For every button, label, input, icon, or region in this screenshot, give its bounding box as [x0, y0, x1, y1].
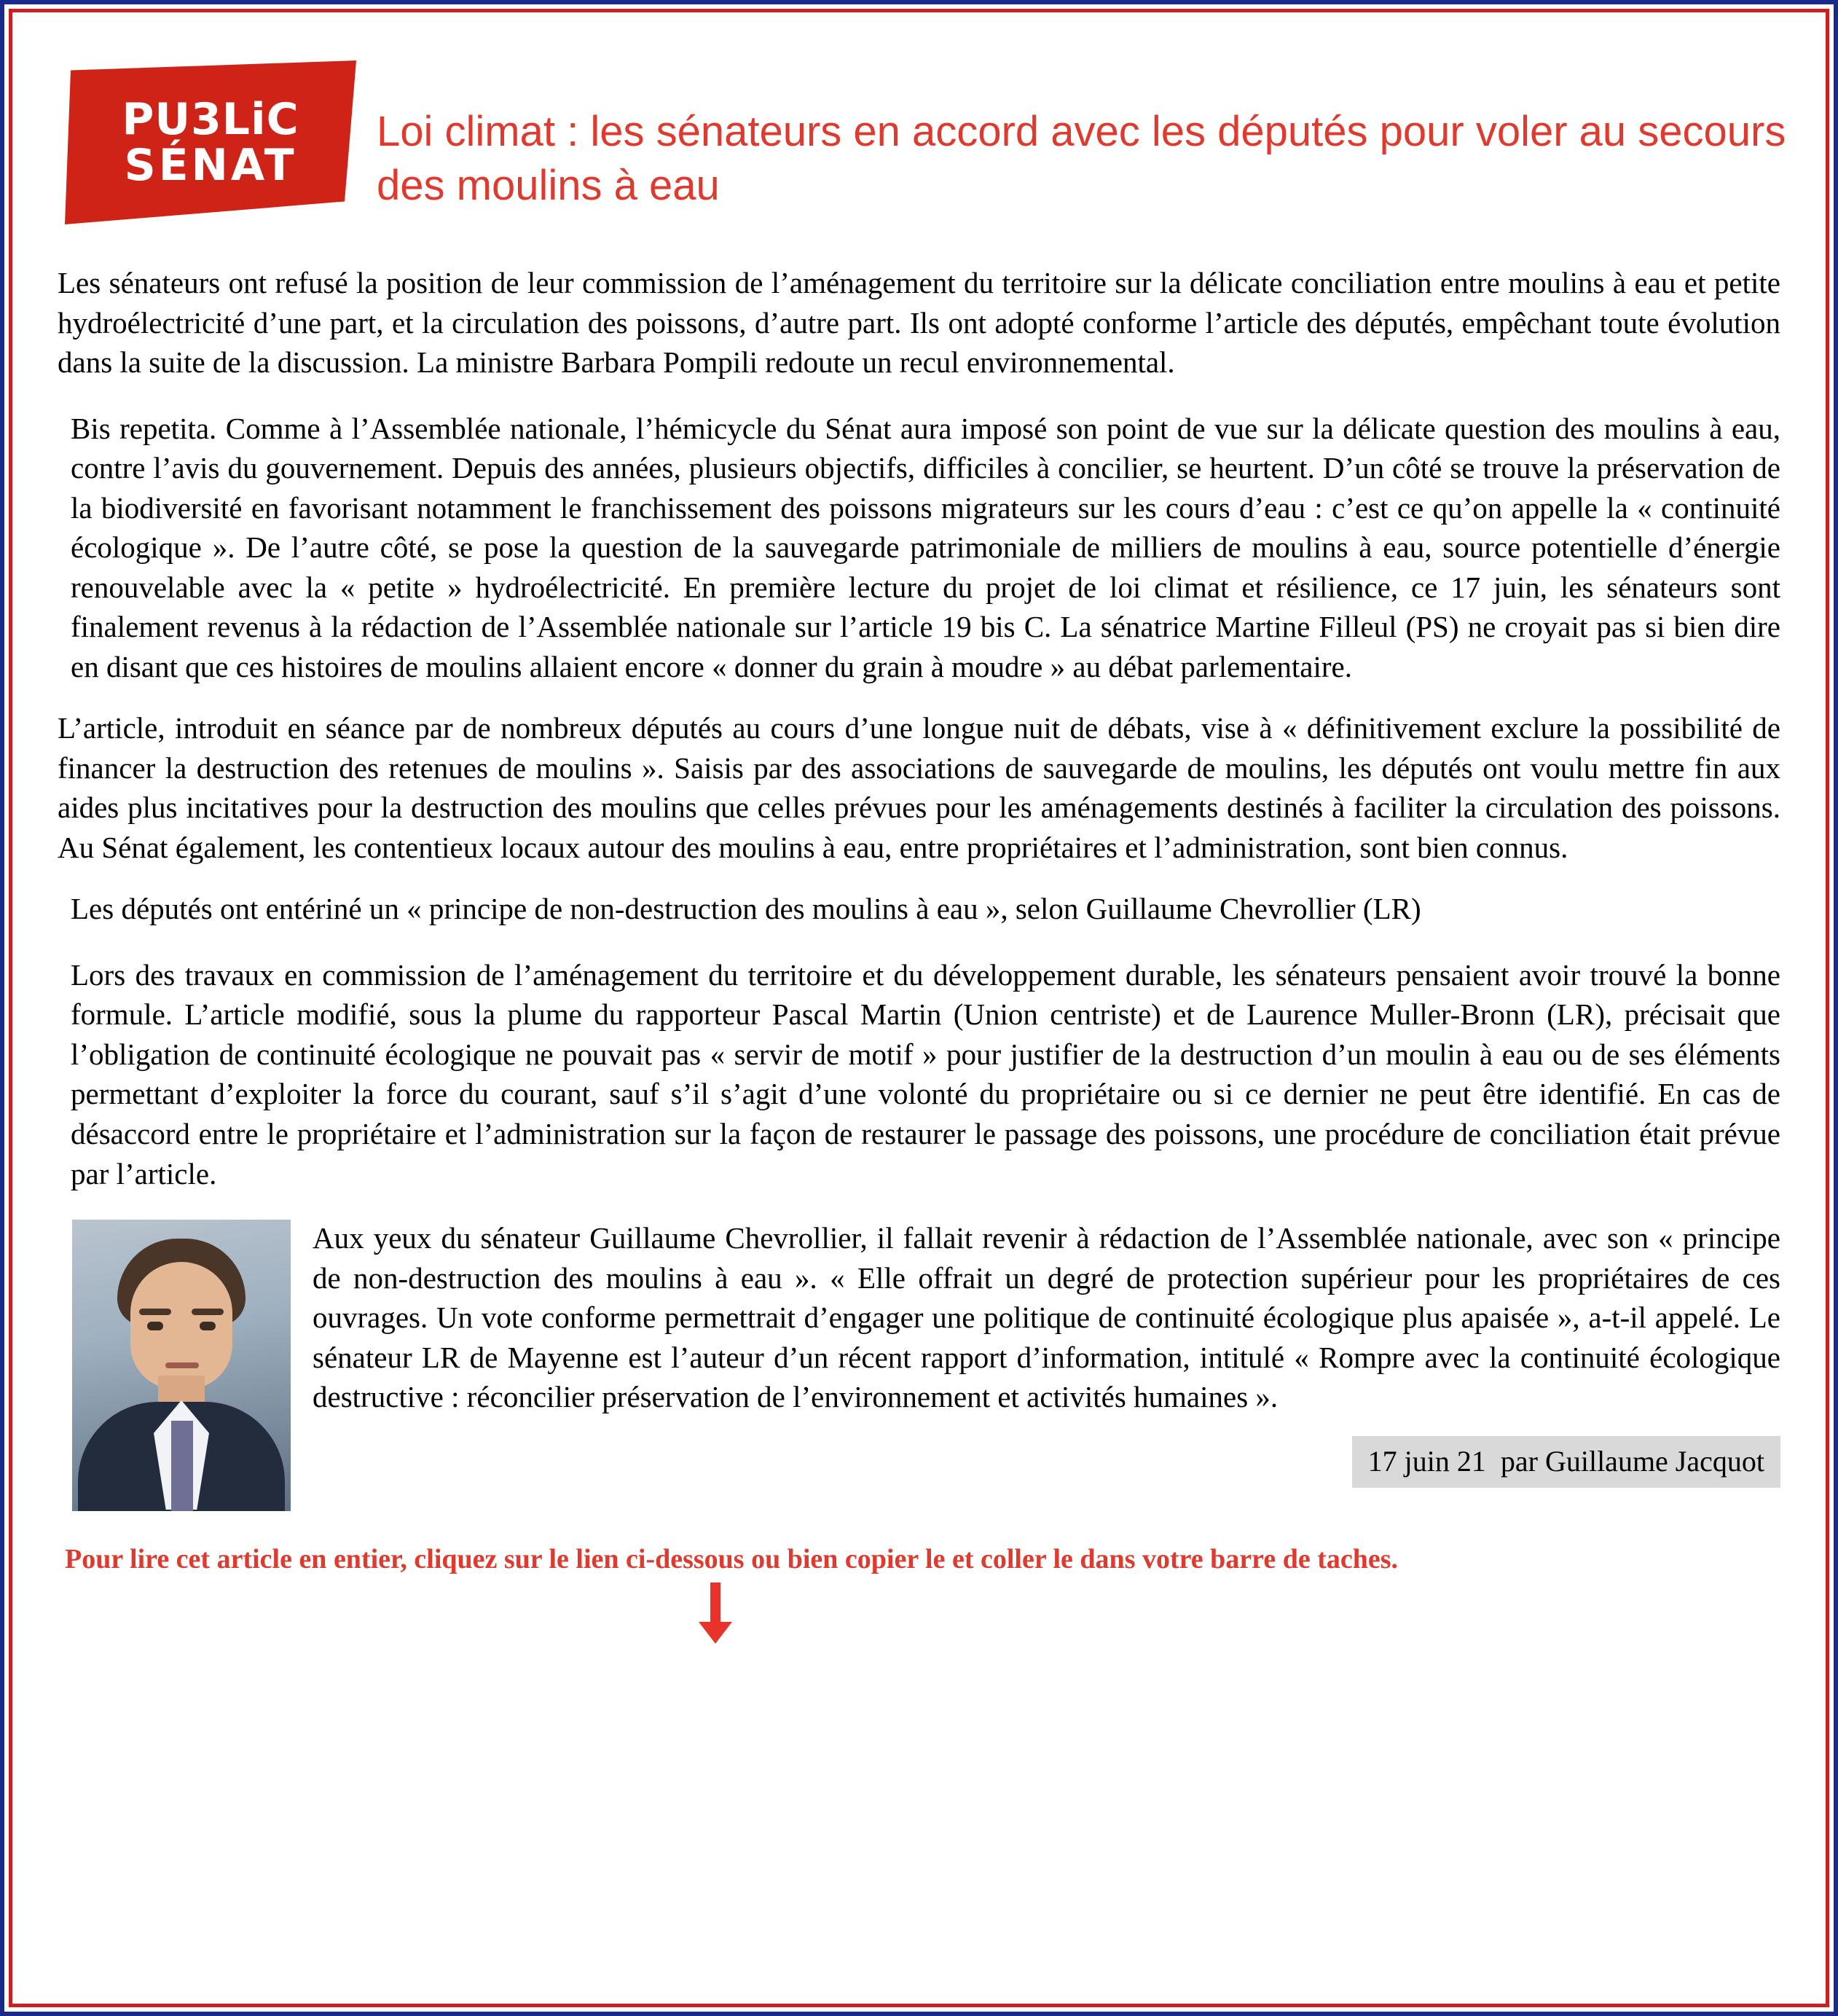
- document-frame: [9, 9, 1829, 2007]
- portrait-tie: [171, 1421, 193, 1511]
- article-body: [43, 241, 1795, 1518]
- down-arrow-wrapper: [65, 1575, 1788, 1628]
- photo-paragraph-block: [58, 1215, 1780, 1518]
- article-paragraph-1: Bis repetita. Comme à l’Assemblée nationale, l’hémicycle du Sénat aura imposé son point de vue sur la délicate question des moulins à eau, contre l’avis du gouvernement. Depuis des années, plusieurs objectifs, difficiles à concilier, se heurtent. D’un côté se trouve la préservation de la biodiversité en favorisant notamment le franchissement des poissons migrateurs sur les cours d’eau : c’est ce qu’on appelle la « continuité écologique ». De l’autre côté, se pose la question de la sauvegarde patrimoniale de milliers de moulins à eau, source potentielle d’énergie renouvelable avec la « petite » hydroélectricité. En première lecture du projet de loi climat et résilience, ce 17 juin, les sénateurs sont finalement revenus à la rédaction de l’Assemblée nationale sur l’article 19 bis C. La sénatrice Martine Filleul (PS) ne croyait pas si bien dire en disant que ces histoires de moulins allaient encore « donner du grain à moudre » au débat parlementaire.: [71, 411, 1780, 683]
- arrow-down-icon: [710, 1582, 720, 1625]
- logo-line-2: SÉNAT: [124, 139, 297, 191]
- portrait-mouth: [165, 1362, 199, 1368]
- portrait-eye-left: [147, 1322, 163, 1330]
- logo-text: [65, 60, 356, 224]
- portrait-brow-right: [192, 1309, 224, 1315]
- article-paragraph-4: Aux yeux du sénateur Guillaume Chevrollier, il fallait revenir à rédaction de l’Assemblée nationale, avec son « principe de non-destruction des moulins à eau ». « Elle offrait un degré de protection supérieur pour les propriétaires de ces ouvrages. Un vote conforme permettrait d’engager une politique de continuité écologique plus apaisée », a-t-il appelé. Le sénateur LR de Mayenne est l’auteur d’un récent rapport d’information, intitulé « Rompre avec la continuité écologique destructive : réconcilier préservation de l’environnement et activités humaines ».: [313, 1221, 1780, 1414]
- article-pull-quote: Les députés ont entériné un « principe de non-destruction des moulins à eau », selon Guillaume Chevrollier (LR): [71, 892, 1421, 926]
- portrait-eye-right: [200, 1322, 216, 1330]
- portrait-brow-left: [139, 1309, 171, 1315]
- byline-row: [313, 1436, 1780, 1488]
- senator-portrait-photo: [72, 1220, 291, 1511]
- article-lead: Les sénateurs ont refusé la position de leur commission de l’aménagement du territoire sur la délicate conciliation entre moulins à eau et petite hydroélectricité d’une part, et la circulation des poissons, d’autre part. Ils ont adopté conforme l’article des députés, empêchant toute évolution dans la suite de la discussion. La ministre Barbara Pompili redoute un recul environnemental.: [58, 266, 1780, 380]
- article-footer: [43, 1518, 1795, 1628]
- article-paragraph-2: L’article, introduit en séance par de nombreux députés au cours d’une longue nuit de débats, vise à « définitivement exclure la possibilité de financer la destruction des retenues de moulins ». Saisis par des associations de sauvegarde de moulins, les députés ont voulu mettre fin aux aides plus incitatives pour la destruction des moulins que celles prévues pour les aménagements destinés à faciliter la circulation des poissons. Au Sénat également, les contentieux locaux autour des moulins à eau, entre propriétaires et l’administration, sont bien connus.: [58, 711, 1780, 864]
- footer-instruction-text: Pour lire cet article en entier, cliquez sur le lien ci-dessous ou bien copier le et coller le dans votre barre de taches.: [65, 1544, 1399, 1575]
- article-header: [43, 26, 1795, 241]
- public-senat-logo: [65, 60, 356, 228]
- article-paragraph-3: Lors des travaux en commission de l’aménagement du territoire et du développement durable, les sénateurs pensaient avoir trouvé la bonne formule. L’article modifié, sous la plume du rapporteur Pascal Martin (Union centriste) et de Laurence Muller-Bronn (LR), précisait que l’obligation de continuité écologique ne pouvait pas « servir de motif » pour justifier de la destruction d’un moulin à eau ou de ses éléments permettant d’exploiter la force du courant, sauf s’il s’agit d’une volonté du propriétaire ou si ce dernier ne peut être identifié. En cas de désaccord entre le propriétaire et l’administration sur la façon de restaurer le passage des poissons, une procédure de conciliation était prévue par l’article.: [71, 957, 1780, 1191]
- page-title: Loi climat : les sénateurs en accord avec les députés pour voler au secours des moulins à eau: [377, 107, 1786, 210]
- article-byline: 17 juin 21 par Guillaume Jacquot: [1352, 1436, 1780, 1488]
- portrait-face: [130, 1262, 232, 1389]
- logo-line-1: PU3LiC: [122, 93, 299, 145]
